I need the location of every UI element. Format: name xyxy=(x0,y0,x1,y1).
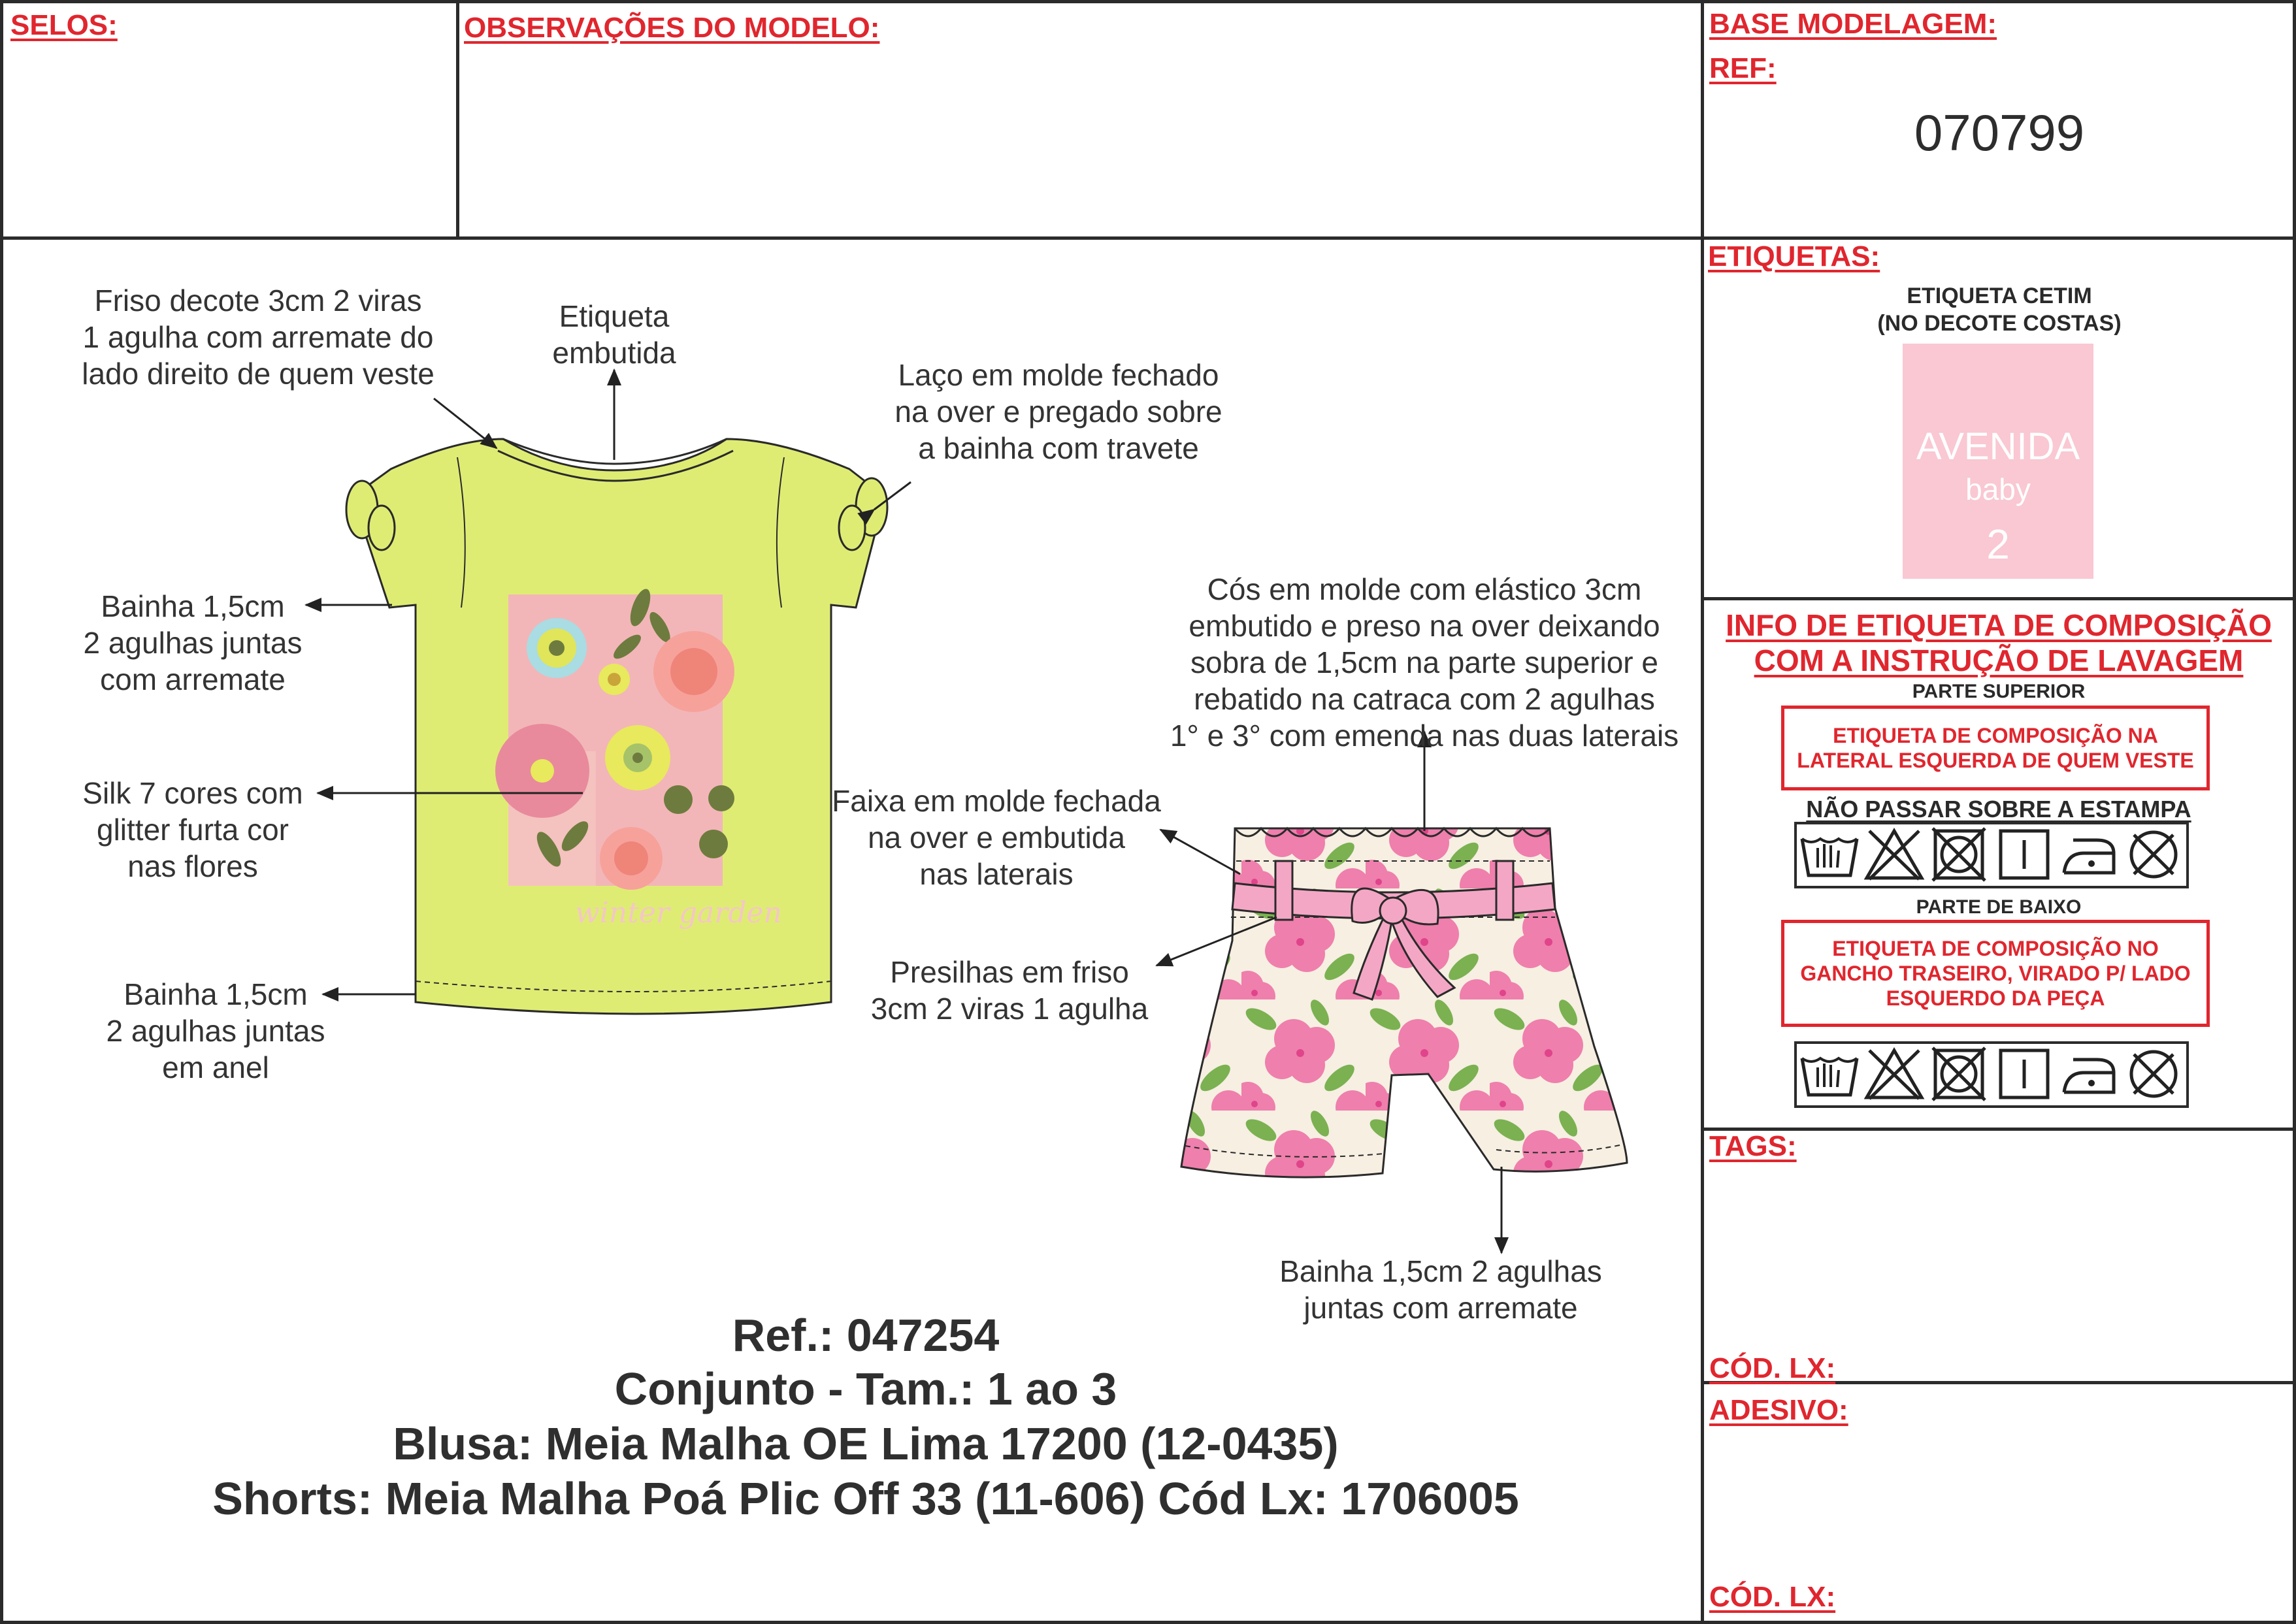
line-dry-icon xyxy=(1992,824,2056,885)
selos-label: SELOS: xyxy=(10,9,118,41)
note-friso: Friso decote 3cm 2 viras 1 agulha com arremate do lado direito de quem veste xyxy=(82,284,435,391)
no-bleach-icon xyxy=(1861,824,1926,885)
tag-brand-text: AVENIDA xyxy=(1916,425,2080,468)
print-pompom-1 xyxy=(653,631,734,712)
arrow-friso xyxy=(434,398,497,448)
iron-low-icon xyxy=(2056,824,2121,885)
base-modelagem-label: BASE MODELAGEM: xyxy=(1709,8,1997,40)
note-presilhas: Presilhas em friso 3cm 2 viras 1 agulha xyxy=(870,955,1149,1026)
product-shorts: Shorts: Meia Malha Poá Plic Off 33 (11-606) Cód Lx: 1706005 xyxy=(212,1473,1519,1524)
etiquetas-divider xyxy=(1701,597,2296,600)
adesivo-label: ADESIVO: xyxy=(1709,1394,1848,1426)
print-text: winter garden xyxy=(575,896,782,930)
nao-passar-label: NÃO PASSAR SOBRE A ESTAMPA xyxy=(1806,796,2191,822)
superior-composition-box: ETIQUETA DE COMPOSIÇÃO NA LATERAL ESQUERDA DE QUEM VESTE xyxy=(1781,706,2210,790)
blouse-drawing xyxy=(346,439,887,1014)
care-symbols-top xyxy=(1794,822,2189,888)
note-bainha-manga: Bainha 1,5cm 2 agulhas juntas com arremate xyxy=(83,589,303,696)
shorts-bow-knot xyxy=(1380,898,1406,924)
composicao-title-1: INFO DE ETIQUETA DE COMPOSIÇÃO xyxy=(1726,608,2272,642)
iron-low-icon xyxy=(2056,1044,2121,1104)
print-pompom-2 xyxy=(600,827,663,890)
ref-label: REF: xyxy=(1709,52,1777,84)
note-laco: Laço em molde fechado na over e pregado sobre a bainha com travete xyxy=(894,358,1222,465)
note-silk: Silk 7 cores com glitter furta cor nas flores xyxy=(82,776,303,883)
parte-superior-label: PARTE SUPERIOR xyxy=(1912,681,2086,702)
product-ref: Ref.: 047254 xyxy=(732,1310,1000,1361)
hand-wash-icon xyxy=(1797,1044,1861,1104)
no-dry-clean-icon xyxy=(2122,1044,2186,1104)
tags-label: TAGS: xyxy=(1709,1130,1797,1162)
note-bainha-blusa: Bainha 1,5cm 2 agulhas juntas em anel xyxy=(106,977,325,1084)
parte-baixo-label: PARTE DE BAIXO xyxy=(1916,896,2082,918)
base-ref-value: 070799 xyxy=(1914,104,2085,161)
care-symbols-bottom xyxy=(1794,1041,2189,1108)
note-cos: Cós em molde com elástico 3cm embutido e preso na over deixando sobra de 1,5cm na parte superior e rebatido na catraca com 2 agulhas 1° e 3° com emenda nas duas laterais xyxy=(1170,572,1679,753)
note-faixa: Faixa em molde fechada na over e embutida nas laterais xyxy=(832,784,1161,891)
composicao-title-2: COM A INSTRUÇÃO DE LAVAGEM xyxy=(1754,643,2244,677)
product-blusa: Blusa: Meia Malha OE Lima 17200 (12-0435) xyxy=(393,1418,1339,1469)
hand-wash-icon xyxy=(1797,824,1861,885)
observacoes-label: OBSERVAÇÕES DO MODELO: xyxy=(464,12,880,44)
tags-cod-label: CÓD. LX: xyxy=(1709,1352,1836,1384)
note-etiqueta: Etiqueta embutida xyxy=(552,299,676,370)
bow-left-knot xyxy=(369,506,395,550)
satin-label-tag xyxy=(1903,344,2093,579)
print-flower-pink-big xyxy=(495,724,589,818)
etiquetas-label: ETIQUETAS: xyxy=(1708,240,1880,272)
bow-right-knot xyxy=(839,506,865,550)
print-flower-yellow xyxy=(599,664,630,695)
shorts-loop-right xyxy=(1496,861,1513,920)
no-bleach-icon xyxy=(1861,1044,1926,1104)
shorts-loop-left xyxy=(1275,861,1292,920)
shorts-drawing xyxy=(1181,828,1627,1177)
no-tumble-dry-icon xyxy=(1927,824,1992,885)
no-tumble-dry-icon xyxy=(1927,1044,1992,1104)
print-flower-yellow-2 xyxy=(605,725,670,790)
shorts-body xyxy=(1181,828,1627,1177)
cetim-line-1: ETIQUETA CETIM xyxy=(1907,284,2092,308)
note-bainha-shorts: Bainha 1,5cm 2 agulhas juntas com arremate xyxy=(1279,1254,1602,1325)
line-dry-icon xyxy=(1992,1044,2056,1104)
cetim-line-2: (NO DECOTE COSTAS) xyxy=(1877,311,2122,336)
tag-size-text: 2 xyxy=(1986,521,2010,568)
baixo-composition-box: ETIQUETA DE COMPOSIÇÃO NO GANCHO TRASEIRO, VIRADO P/ LADO ESQUERDO DA PEÇA xyxy=(1781,920,2210,1027)
adesivo-cod-label: CÓD. LX: xyxy=(1709,1581,1836,1613)
print-flower-blue xyxy=(527,618,587,678)
no-dry-clean-icon xyxy=(2122,824,2186,885)
product-conjunto: Conjunto - Tam.: 1 ao 3 xyxy=(614,1363,1117,1414)
tag-sub-text: baby xyxy=(1965,472,2031,506)
